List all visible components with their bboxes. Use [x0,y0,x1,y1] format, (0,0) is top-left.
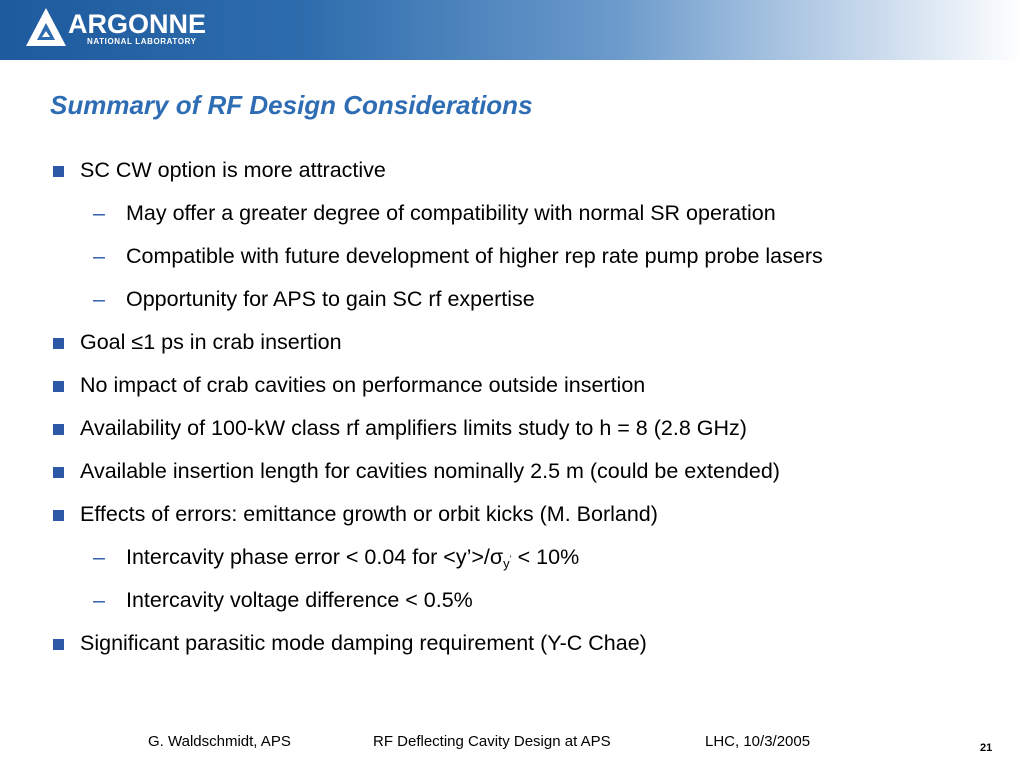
sub-bullet-item: Intercavity voltage difference < 0.5% [126,588,473,612]
square-bullet-icon [53,510,64,521]
prime-superscript: ’ [509,554,512,564]
bullet-item: No impact of crab cavities on performance outside insertion [80,373,646,397]
slide-title: Summary of RF Design Considerations [50,90,533,120]
argonne-logo [24,5,224,53]
square-bullet-icon [53,381,64,392]
phase-error-text: Intercavity phase error < 0.04 for <y’>/σ [126,545,504,569]
square-bullet-icon [53,424,64,435]
bullet-item: Availability of 100-kW class rf amplifiers limits study to h = 8 (2.8 GHz) [80,416,747,440]
square-bullet-icon [53,338,64,349]
dash-bullet-icon: – [93,244,105,268]
sub-bullet-item [126,543,579,578]
logo-subtitle: NATIONAL LABORATORY [87,37,197,46]
dash-bullet-icon: – [93,287,105,311]
dash-bullet-icon: – [93,201,105,225]
bullet-item: SC CW option is more attractive [80,158,386,182]
bullet-item: Significant parasitic mode damping requirement (Y-C Chae) [80,631,647,655]
bullet-item: Goal ≤1 ps in crab insertion [80,330,342,354]
argonne-triangle-icon [24,5,68,49]
subscript-y: y [503,556,510,571]
sigma-subscript [503,556,512,571]
square-bullet-icon [53,166,64,177]
page-number: 21 [980,742,993,754]
dash-bullet-icon: – [93,545,105,569]
bullet-item: Available insertion length for cavities nominally 2.5 m (could be extended) [80,459,780,483]
square-bullet-icon [53,639,64,650]
sub-bullet-item: Compatible with future development of higher rep rate pump probe lasers [126,244,823,268]
logo-wordmark: ARGONNE [68,9,207,39]
square-bullet-icon [53,467,64,478]
sub-bullet-item: Opportunity for APS to gain SC rf expertise [126,287,535,311]
footer-author: G. Waldschmidt, APS [148,733,291,750]
dash-bullet-icon: – [93,588,105,612]
footer-talk-title: RF Deflecting Cavity Design at APS [373,733,611,750]
footer-venue-date: LHC, 10/3/2005 [705,733,811,750]
bullet-item: Effects of errors: emittance growth or orbit kicks (M. Borland) [80,502,658,526]
sub-bullet-item: May offer a greater degree of compatibility with normal SR operation [126,201,776,225]
phase-error-threshold: < 10% [511,545,580,569]
